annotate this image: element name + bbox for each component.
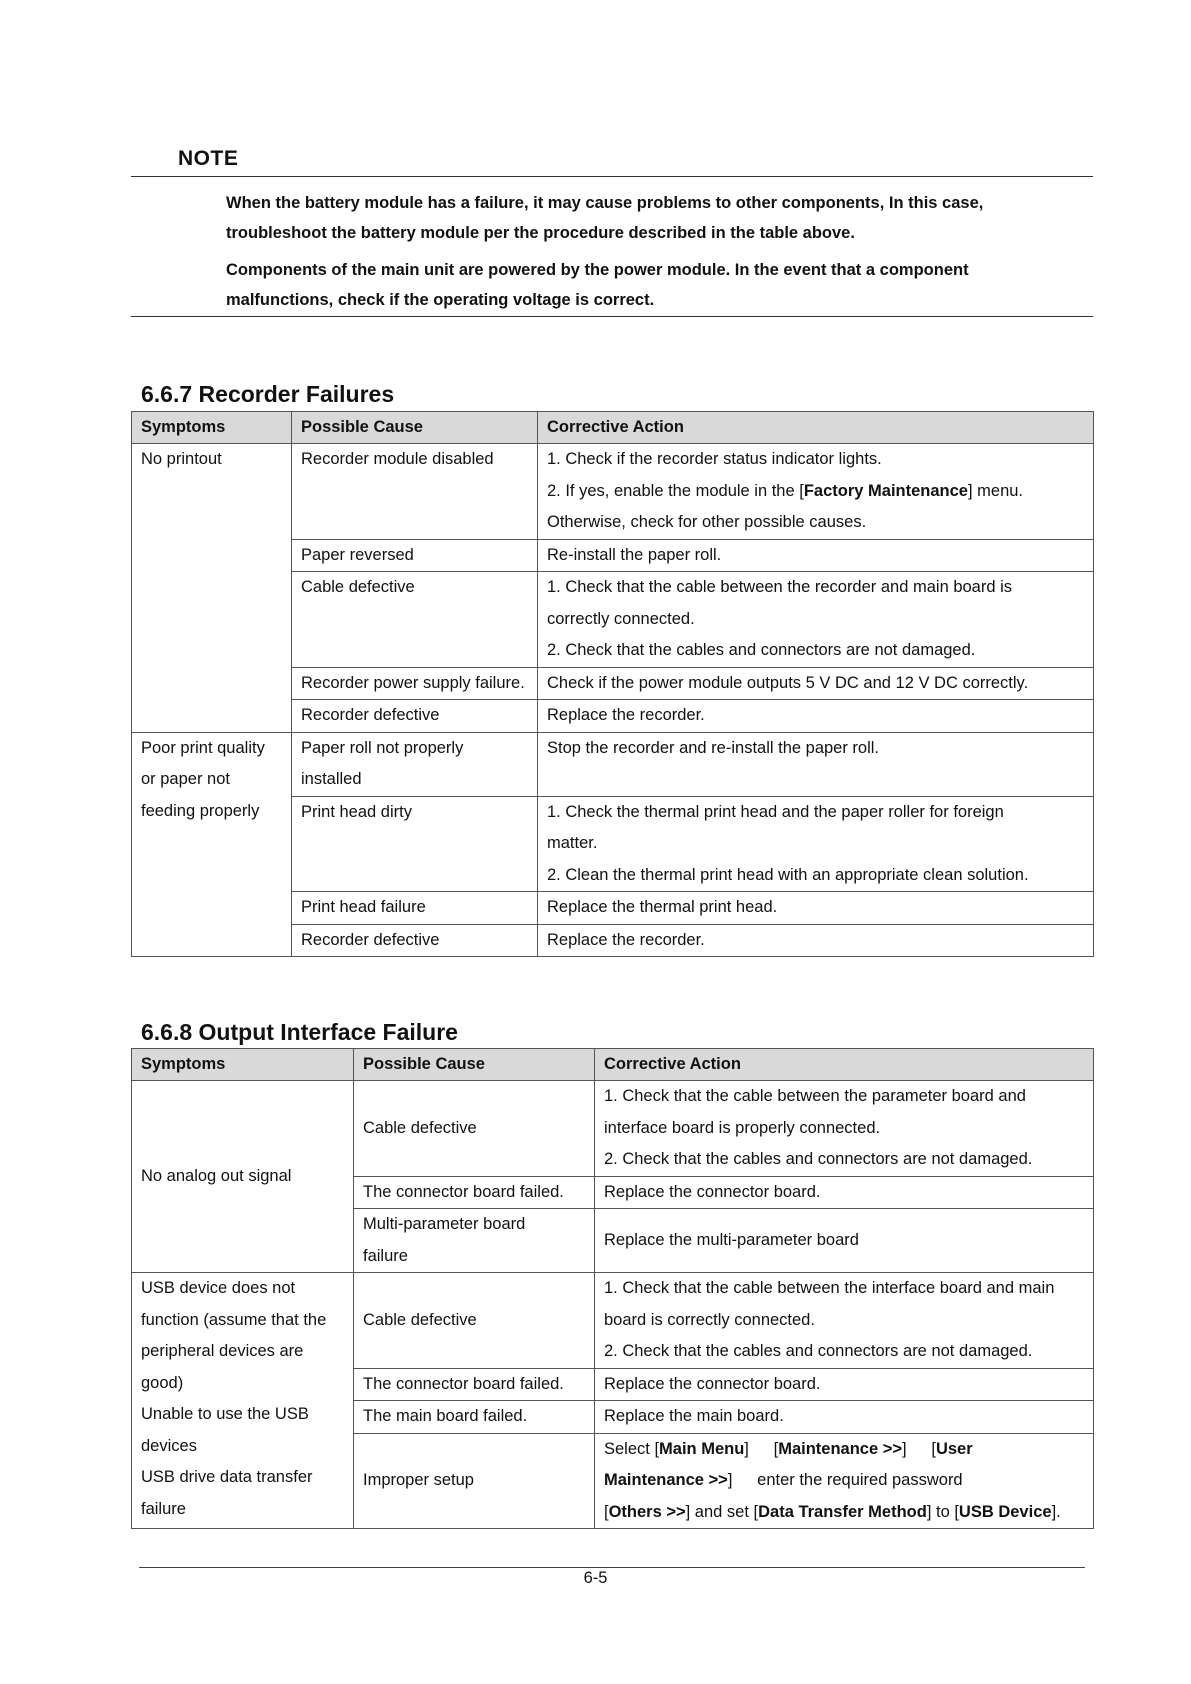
cause-cell: Cable defective [354,1273,595,1369]
cause-line: Paper roll not properly [301,738,464,757]
action-line: board is correctly connected. [604,1310,815,1329]
action-cell: Replace the multi-parameter board [595,1209,1094,1273]
action-line: interface board is properly connected. [604,1118,881,1137]
page-number: 6-5 [583,1569,608,1587]
symptom-cell: No printout [132,444,292,733]
table-row [132,1081,1094,1177]
action-text: ] [727,1471,733,1489]
recorder-failures-table [131,411,1094,957]
action-cell [595,1433,1094,1529]
symptom-line: peripheral devices are [141,1342,304,1360]
action-text: ] [744,1439,749,1458]
action-line [604,1465,1084,1497]
action-line: 2. Clean the thermal print head with an appropriate clean solution. [547,865,1029,884]
cause-cell [292,732,538,796]
action-line: matter. [547,834,598,852]
table-header-row [132,412,1094,444]
cause-line: failure [363,1246,408,1265]
action-text: ] [902,1439,907,1458]
action-line [547,476,1084,508]
note-body [226,188,1066,322]
table-row [132,732,1094,796]
menu-name: Factory Maintenance [803,481,968,500]
column-header: Possible Cause [354,1049,595,1081]
note-divider-bottom [131,316,1093,317]
menu-name: Others >> [608,1502,686,1521]
action-cell: Check if the power module outputs 5 V DC and 12 V DC correctly. [538,667,1094,700]
symptom-line: feeding properly [141,801,260,820]
action-line [604,1497,1084,1529]
cause-line: installed [301,770,362,788]
action-cell: Replace the connector board. [595,1368,1094,1401]
action-line: 1. Check if the recorder status indicator lights. [547,450,882,468]
action-text: ] menu. [967,481,1024,500]
table-row [132,1273,1094,1369]
symptom-cell [132,732,292,957]
cause-cell: Cable defective [292,572,538,668]
column-header: Symptoms [132,412,292,444]
section-heading-output-interface: 6.6.8 Output Interface Failure [141,1019,458,1045]
action-text: ] to [ [926,1502,959,1521]
column-header: Corrective Action [595,1049,1094,1081]
cause-cell: Paper reversed [292,539,538,572]
column-header: Symptoms [132,1049,354,1081]
action-line: 1. Check that the cable between the interface board and main [604,1279,1055,1297]
action-line: 2. Check that the cables and connectors are not damaged. [604,1150,1033,1168]
action-cell [538,444,1094,540]
output-interface-failure-table [131,1048,1094,1529]
menu-name: User [935,1439,973,1458]
symptom-line: Poor print quality [141,738,265,757]
menu-name: USB Device [958,1502,1052,1521]
symptom-cell: No analog out signal [132,1081,354,1273]
action-line: 2. Check that the cables and connectors are not damaged. [604,1342,1033,1360]
action-text: ]. [1051,1502,1061,1521]
action-cell: Replace the thermal print head. [538,892,1094,925]
action-cell: Replace the connector board. [595,1176,1094,1209]
menu-name: Maintenance >> [604,1471,728,1489]
action-cell [538,572,1094,668]
symptom-line: USB device does not [141,1279,296,1297]
action-cell: Replace the recorder. [538,924,1094,957]
action-text: 2. If yes, enable the module in the [ [547,481,804,500]
action-text: [ [773,1439,779,1458]
cause-cell: Recorder module disabled [292,444,538,540]
column-header: Corrective Action [538,412,1094,444]
cause-cell: Improper setup [354,1433,595,1529]
symptom-line: USB drive data transfer [141,1468,313,1486]
action-cell: Replace the main board. [595,1401,1094,1434]
cause-cell [354,1209,595,1273]
note-paragraph: When the battery module has a failure, it may cause problems to other components, In this case, troubleshoot the battery module per the procedure described in the table above. [226,194,984,242]
action-cell: Re-install the paper roll. [538,539,1094,572]
action-text: enter the required password [757,1471,963,1489]
cause-cell: Cable defective [354,1081,595,1177]
cause-cell: The main board failed. [354,1401,595,1434]
column-header: Possible Cause [292,412,538,444]
action-cell [538,796,1094,892]
action-line: 2. Check that the cables and connectors are not damaged. [547,641,976,659]
action-text: Select [ [604,1439,660,1458]
action-cell [595,1081,1094,1177]
action-line: Otherwise, check for other possible causes. [547,513,867,531]
cause-cell: The connector board failed. [354,1176,595,1209]
symptom-line: devices [141,1436,197,1455]
action-text: [ [931,1439,936,1458]
table-header-row [132,1049,1094,1081]
symptom-line: function (assume that the [141,1310,327,1329]
action-text: ] and set [ [685,1502,759,1521]
action-text: [ [604,1502,609,1521]
action-line: 1. Check that the cable between the recorder and main board is [547,578,1013,596]
menu-name: Data Transfer Method [758,1502,927,1521]
note-title: NOTE [178,147,239,170]
cause-cell: The connector board failed. [354,1368,595,1401]
note-divider-top [131,176,1093,177]
cause-cell: Recorder power supply failure. [292,667,538,700]
section-heading-recorder: 6.6.7 Recorder Failures [141,381,395,407]
cause-cell: Print head failure [292,892,538,925]
symptom-line: or paper not [141,770,230,788]
symptom-line: Unable to use the USB [141,1405,309,1423]
action-cell: Stop the recorder and re-install the paper roll. [538,732,1094,796]
menu-name: Main Menu [659,1439,745,1458]
action-cell: Replace the recorder. [538,700,1094,733]
action-cell [595,1273,1094,1369]
cause-cell: Recorder defective [292,700,538,733]
cause-line: Multi-parameter board [363,1215,526,1233]
cause-cell: Print head dirty [292,796,538,892]
action-line [604,1434,1084,1466]
symptom-line: good) [141,1373,184,1392]
symptom-line: failure [141,1499,186,1518]
cause-cell: Recorder defective [292,924,538,957]
action-line: correctly connected. [547,609,695,628]
action-line: 1. Check the thermal print head and the paper roller for foreign [547,802,1004,821]
action-line: 1. Check that the cable between the parameter board and [604,1087,1026,1105]
table-row [132,444,1094,540]
symptom-cell [132,1273,354,1529]
note-paragraph: Components of the main unit are powered by the power module. In the event that a component malfunctions, check if the operating voltage is correct. [226,261,969,309]
footer-divider [139,1567,1085,1568]
menu-name: Maintenance >> [778,1439,903,1458]
